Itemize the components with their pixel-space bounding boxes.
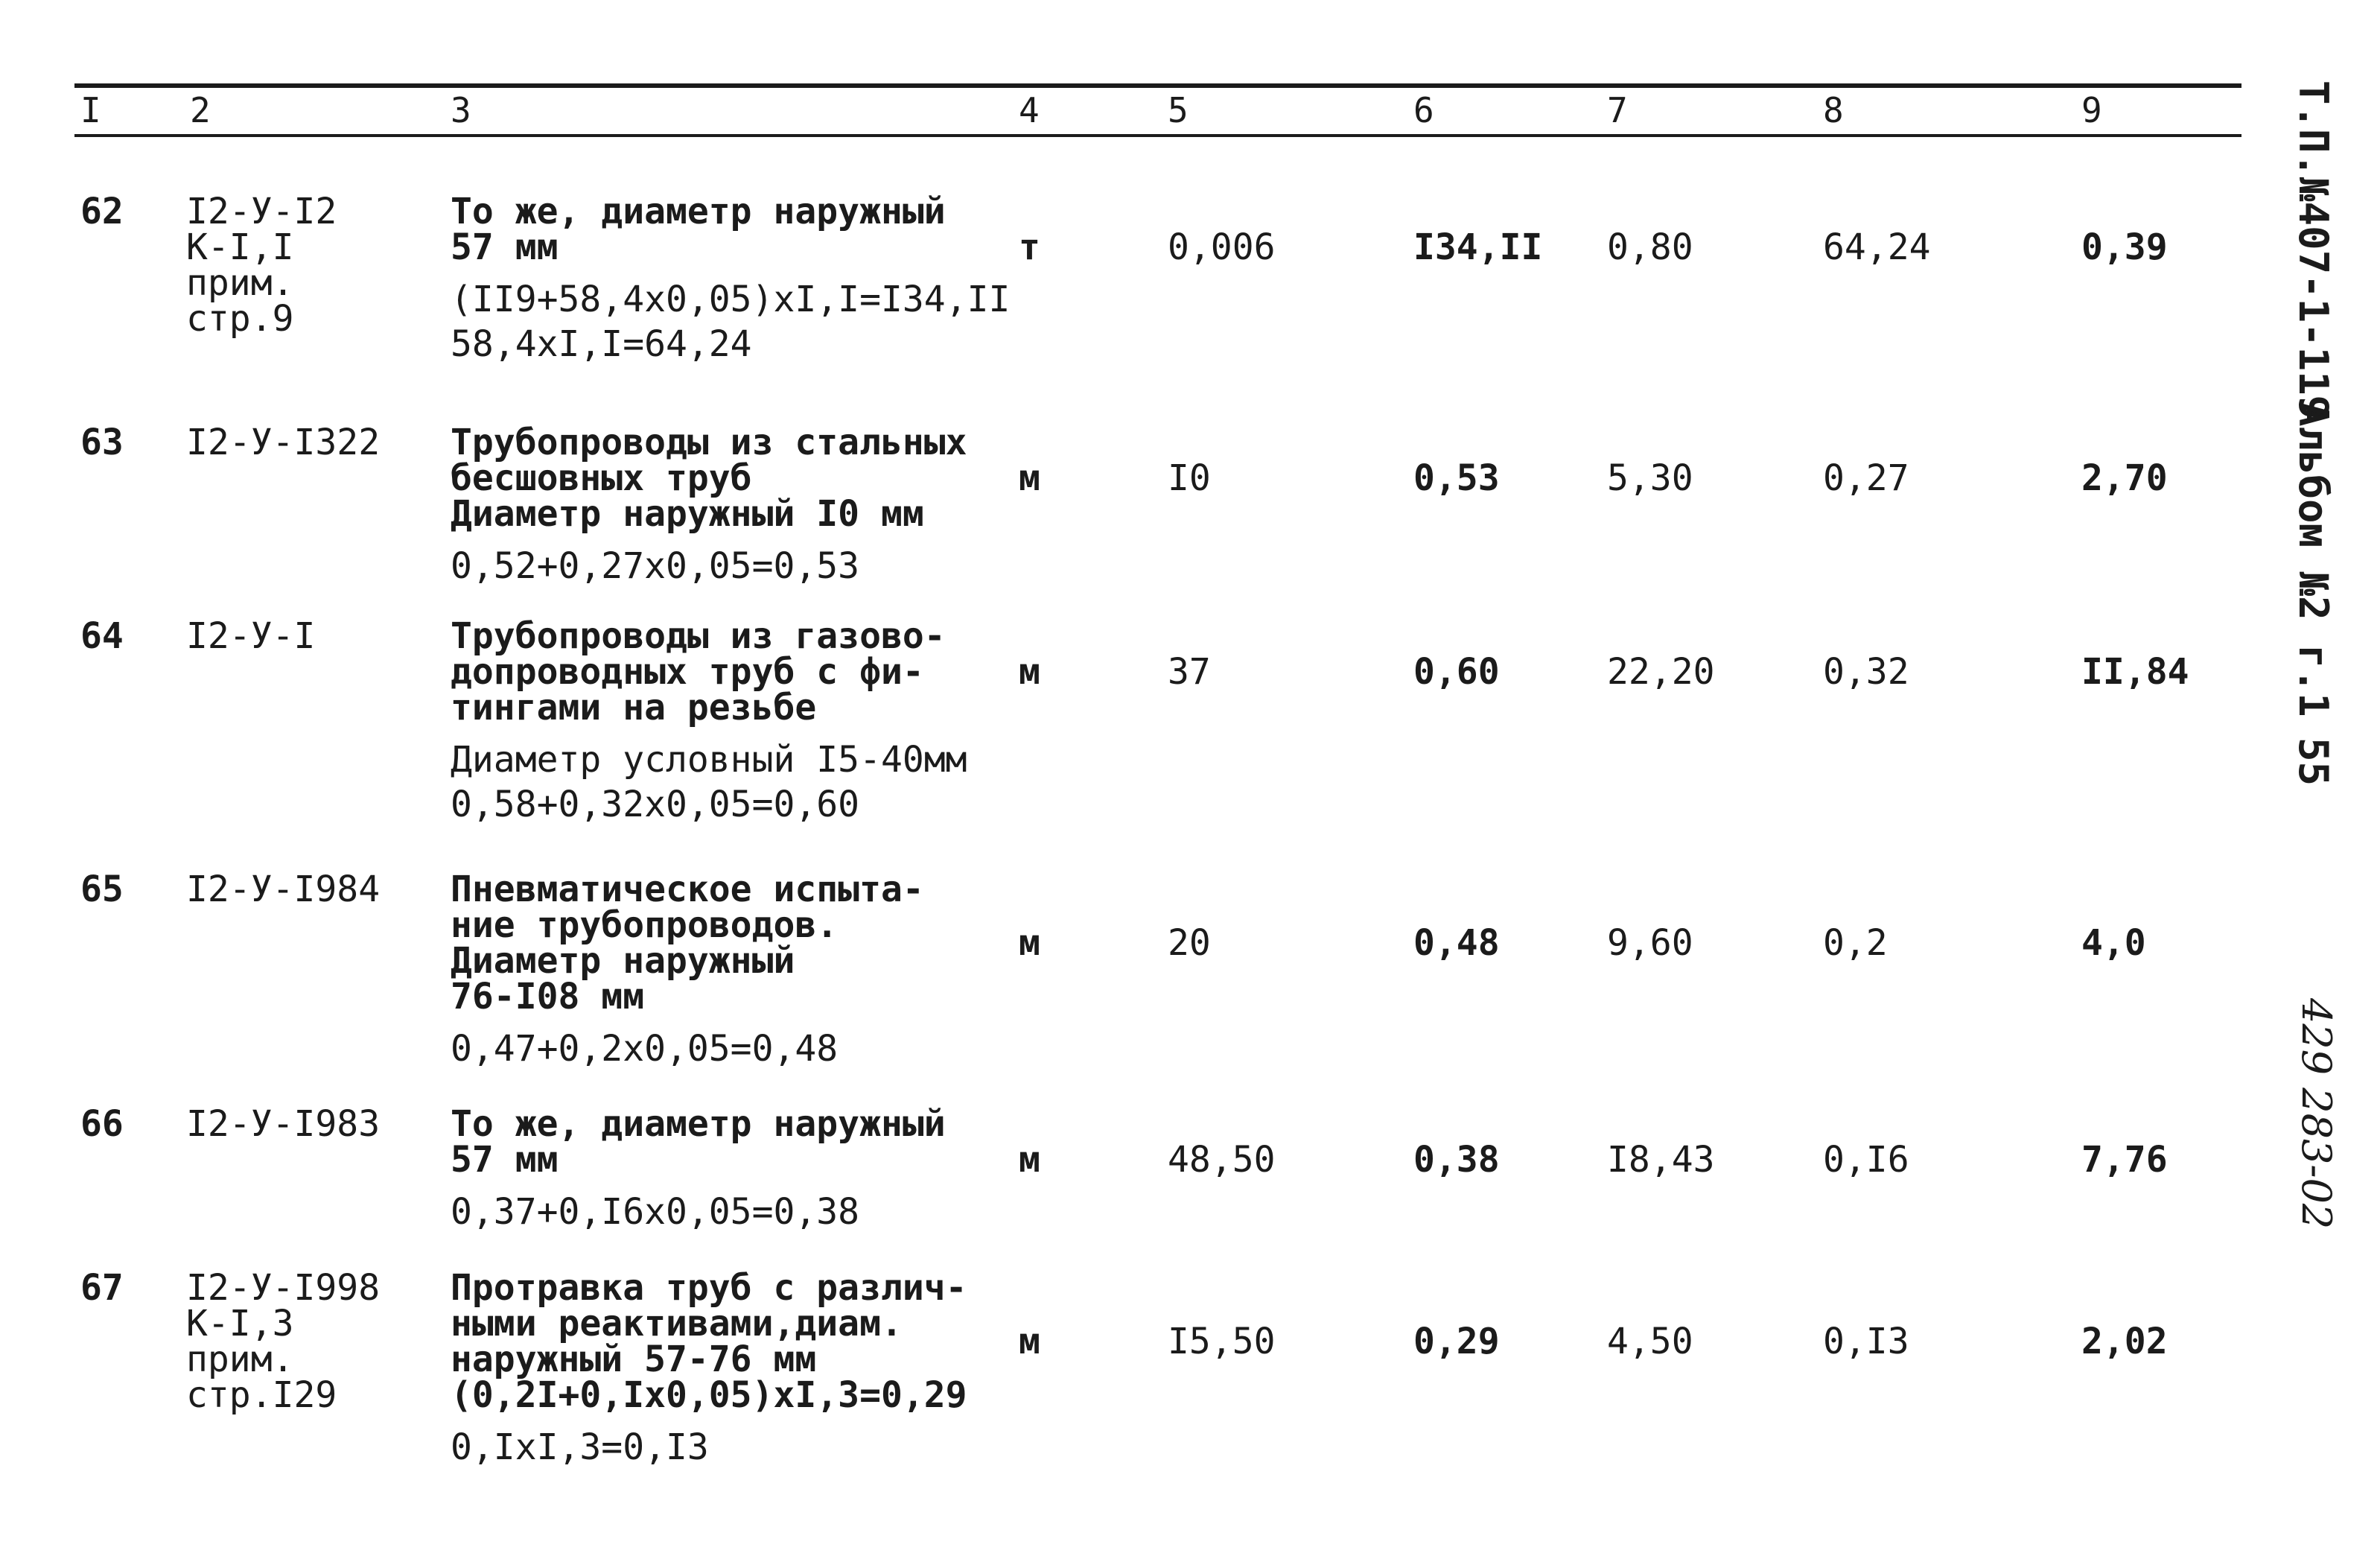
row-number: 63 [80, 422, 124, 463]
side-page-number: 55 [2290, 737, 2337, 787]
column-header-5: 5 [1168, 90, 1189, 130]
table-top-rule [74, 83, 2241, 88]
wage-cell: 64,24 [1823, 226, 1931, 268]
row-number: 62 [80, 191, 124, 232]
column-header-4: 4 [1019, 90, 1040, 130]
wage-cell: 0,I3 [1823, 1321, 1909, 1362]
quantity-cell: 20 [1168, 922, 1211, 964]
column-header-9: 9 [2081, 90, 2102, 130]
description-line: То же, диаметр наружный [451, 1103, 946, 1145]
unit-cell: т [1019, 226, 1040, 268]
description-line: Пневматическое испыта- [451, 869, 924, 910]
description-line: Протравка труб с различ- [451, 1267, 967, 1309]
wage-total-cell: 2,02 [2081, 1321, 2168, 1362]
description-line: наружный 57-76 мм [451, 1339, 817, 1380]
total-cell: 4,50 [1607, 1321, 1693, 1362]
unit-cell: м [1019, 651, 1040, 693]
description-line: тингами на резьбе [451, 687, 817, 728]
wage-total-cell: 4,0 [2081, 922, 2146, 964]
wage-cell: 0,2 [1823, 922, 1888, 964]
calculation-line: 0,IхI,3=0,I3 [451, 1426, 709, 1468]
description-line: 76-I08 мм [451, 976, 645, 1017]
side-stamp: 429 283-02 [2293, 998, 2340, 1230]
total-cell: 5,30 [1607, 457, 1693, 499]
unit-cell: м [1019, 1321, 1040, 1362]
wage-total-cell: II,84 [2081, 651, 2189, 693]
row-number: 65 [80, 869, 124, 910]
calculation-line: (II9+58,4х0,05)хI,I=I34,II [451, 279, 1011, 320]
description-line: Диаметр наружный I0 мм [451, 493, 924, 535]
norm-code-line: I2-У-I984 [186, 869, 381, 910]
price-cell: 0,38 [1413, 1139, 1500, 1181]
description-line: Трубопроводы из стальных [451, 422, 967, 463]
unit-cell: м [1019, 1139, 1040, 1181]
wage-total-cell: 0,39 [2081, 226, 2168, 268]
quantity-cell: 48,50 [1168, 1139, 1276, 1181]
norm-code-line: стр.I29 [186, 1374, 337, 1416]
price-cell: 0,48 [1413, 922, 1500, 964]
quantity-cell: I0 [1168, 457, 1211, 499]
row-number: 64 [80, 615, 124, 657]
column-header-1: I [80, 90, 101, 130]
norm-code-line: I2-У-I983 [186, 1103, 381, 1145]
calculation-line: 0,52+0,27х0,05=0,53 [451, 545, 860, 587]
calculation-line: Диаметр условный I5-40мм [451, 739, 967, 781]
description-line: ние трубопроводов. [451, 904, 839, 946]
wage-cell: 0,I6 [1823, 1139, 1909, 1181]
wage-cell: 0,32 [1823, 651, 1909, 693]
price-cell: I34,II [1413, 226, 1543, 268]
norm-code-line: К-I,3 [186, 1303, 294, 1344]
calculation-line: 0,37+0,I6х0,05=0,38 [451, 1191, 860, 1233]
quantity-cell: I5,50 [1168, 1321, 1276, 1362]
total-cell: 9,60 [1607, 922, 1693, 964]
description-line: бесшовных труб [451, 457, 752, 499]
side-album: Альбом №2 г.1 [2290, 402, 2337, 717]
norm-code-line: К-I,I [186, 226, 294, 268]
quantity-cell: 0,006 [1168, 226, 1276, 268]
column-header-8: 8 [1823, 90, 1844, 130]
wage-total-cell: 7,76 [2081, 1139, 2168, 1181]
total-cell: I8,43 [1607, 1139, 1715, 1181]
norm-code-line: I2-У-I998 [186, 1267, 381, 1309]
side-doc-number: Т.П.№407-1-119 [2290, 80, 2337, 420]
total-cell: 0,80 [1607, 226, 1693, 268]
description-line: Трубопроводы из газово- [451, 615, 946, 657]
norm-code-line: I2-У-I [186, 615, 316, 657]
row-number: 67 [80, 1267, 124, 1309]
unit-cell: м [1019, 922, 1040, 964]
row-number: 66 [80, 1103, 124, 1145]
description-line: 57 мм [451, 1139, 559, 1181]
norm-code-line: прим. [186, 1339, 294, 1380]
description-line: допроводных труб с фи- [451, 651, 924, 693]
total-cell: 22,20 [1607, 651, 1715, 693]
calculation-line: 58,4хI,I=64,24 [451, 323, 752, 365]
description-line: (0,2I+0,Iх0,05)хI,3=0,29 [451, 1374, 967, 1416]
column-header-2: 2 [190, 90, 211, 130]
norm-code-line: I2-У-I2 [186, 191, 337, 232]
wage-cell: 0,27 [1823, 457, 1909, 499]
quantity-cell: 37 [1168, 651, 1211, 693]
price-cell: 0,29 [1413, 1321, 1500, 1362]
norm-code-line: прим. [186, 262, 294, 304]
unit-cell: м [1019, 457, 1040, 499]
norm-code-line: I2-У-I322 [186, 422, 381, 463]
wage-total-cell: 2,70 [2081, 457, 2168, 499]
description-line: То же, диаметр наружный [451, 191, 946, 232]
description-line: ными реактивами,диам. [451, 1303, 903, 1344]
description-line: Диаметр наружный [451, 940, 795, 982]
description-line: 57 мм [451, 226, 559, 268]
column-header-7: 7 [1607, 90, 1628, 130]
price-cell: 0,60 [1413, 651, 1500, 693]
column-header-3: 3 [451, 90, 471, 130]
calculation-line: 0,47+0,2х0,05=0,48 [451, 1028, 839, 1070]
norm-code-line: стр.9 [186, 298, 294, 340]
table-header-rule [74, 134, 2241, 137]
price-cell: 0,53 [1413, 457, 1500, 499]
column-header-6: 6 [1413, 90, 1434, 130]
calculation-line: 0,58+0,32х0,05=0,60 [451, 784, 860, 825]
